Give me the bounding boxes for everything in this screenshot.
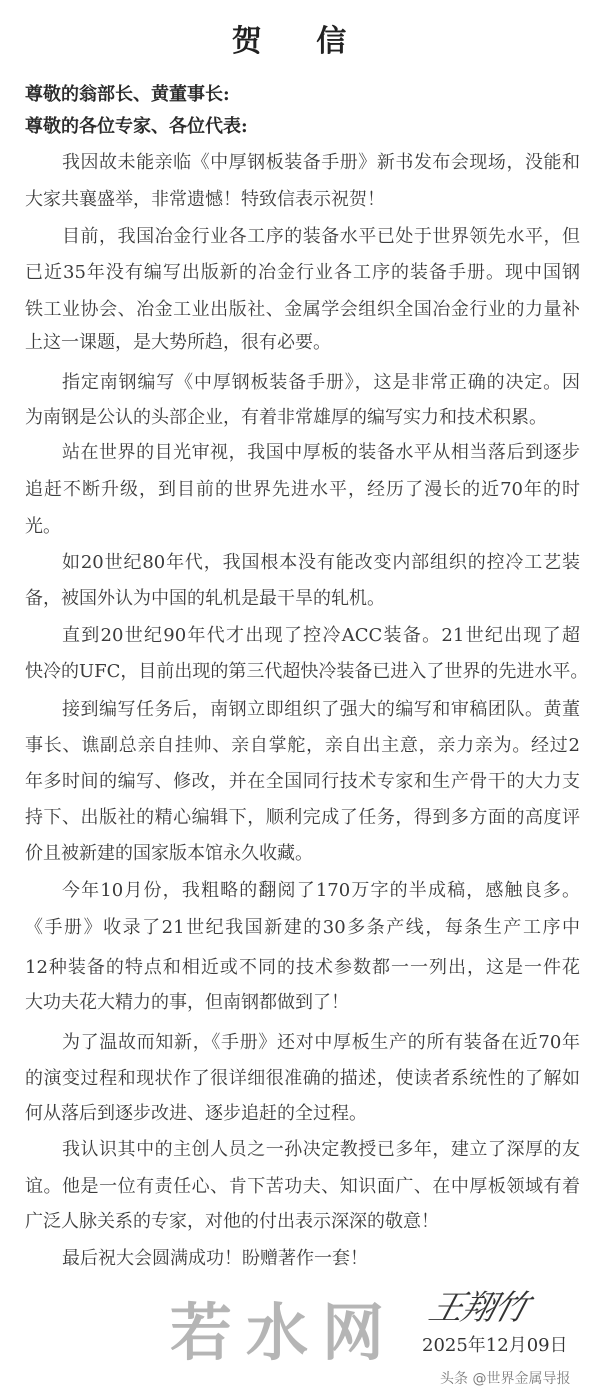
- paragraph-1-line: 我因故未能亲临《中厚钢板装备手册》新书发布会现场，没能和: [62, 152, 580, 173]
- paragraph-3-line: 为南钢是公认的头部企业，有着非常雄厚的编写实力和技术积累。: [25, 407, 547, 428]
- paragraph-9-line: 的演变过程和现状作了很详细很准确的描述，使读者系统性的了解如: [25, 1068, 580, 1089]
- salutation-line: 尊敬的翁部长、黄董事长:: [25, 84, 230, 105]
- letter-date: 2025年12月09日: [422, 1335, 568, 1356]
- paragraph-7-line: 年多时间的编写、修改，并在全国同行技术专家和生产骨干的大力支: [25, 771, 580, 792]
- paragraph-10-line: 我认识其中的主创人员之一孙决定教授已多年，建立了深厚的友: [62, 1139, 580, 1160]
- letter-title: 贺 信: [231, 24, 369, 59]
- paragraph-6-line: 快冷的UFC，目前出现的第三代超快冷装备已进入了世界的先进水平。: [25, 661, 589, 682]
- paragraph-7-line: 持下、出版社的精心编辑下，顺利完成了任务，得到多方面的高度评: [25, 807, 580, 828]
- source-watermark: 头条 @世界金属导报: [440, 1371, 571, 1387]
- paragraph-9-line: 为了温故而知新，《手册》还对中厚板生产的所有装备在近70年: [62, 1032, 580, 1053]
- paragraph-2-line: 目前，我国冶金行业各工序的装备水平已处于世界领先水平，但: [62, 226, 580, 247]
- paragraph-1-line: 大家共襄盛举，非常遗憾！特致信表示祝贺！: [25, 189, 385, 210]
- handwritten-signature: 王翔竹: [424, 1288, 532, 1328]
- paragraph-8-line: 今年10月份，我粗略的翻阅了170万字的半成稿，感触良多。: [62, 880, 580, 901]
- paragraph-5-line: 如20世纪80年代，我国根本没有能改变内部组织的控冷工艺装: [62, 552, 580, 573]
- paragraph-8-line: 《手册》收录了21世纪我国新建的30多条产线，每条生产工序中: [25, 917, 580, 938]
- paragraph-5-line: 备，被国外认为中国的轧机是最干旱的轧机。: [25, 588, 385, 609]
- paragraph-8-line: 12种装备的特点和相近或不同的技术参数都一一列出，这是一件花: [25, 957, 580, 978]
- paragraph-7-line: 事长、谯副总亲自挂帅、亲自掌舵，亲自出主意，亲力亲为。经过2: [25, 735, 580, 756]
- paragraph-10-line: 广泛人脉关系的专家，对他的付出表示深深的敬意！: [25, 1211, 439, 1232]
- paragraph-8-line: 大功夫花大精力的事，但南钢都做到了！: [25, 992, 349, 1013]
- watermark-logo: 若水网: [170, 1296, 399, 1369]
- paragraph-9-line: 何从落后到逐步改进、逐步追赶的全过程。: [25, 1103, 367, 1124]
- paragraph-7-line: 价且被新建的国家版本馆永久收藏。: [25, 843, 313, 864]
- paragraph-7-line: 接到编写任务后，南钢立即组织了强大的编写和审稿团队。黄董: [62, 699, 580, 720]
- paragraph-3-line: 指定南钢编写《中厚钢板装备手册》，这是非常正确的决定。因: [62, 372, 580, 393]
- paragraph-6-line: 直到20世纪90年代才出现了控冷ACC装备。21世纪出现了超: [62, 625, 580, 646]
- paragraph-2-line: 已近35年没有编写出版新的冶金行业各工序的装备手册。现中国钢: [25, 262, 580, 283]
- salutation-line: 尊敬的各位专家、各位代表:: [25, 116, 248, 137]
- paragraph-2-line: 铁工业协会、冶金工业出版社、金属学会组织全国冶金行业的力量补: [25, 299, 580, 320]
- paragraph-4-line: 追赶不断升级，到目前的世界先进水平，经历了漫长的近70年的时: [25, 479, 580, 500]
- paragraph-4-line: 站在世界的目光审视，我国中厚板的装备水平从相当落后到逐步: [62, 442, 580, 463]
- paragraph-10-line: 谊。他是一位有责任心、肯下苦功夫、知识面广、在中厚板领域有着: [25, 1176, 580, 1197]
- paragraph-11-line: 最后祝大会圆满成功！盼赠著作一套！: [62, 1248, 368, 1269]
- paragraph-2-line: 上这一课题，是大势所趋，很有必要。: [25, 332, 331, 353]
- paragraph-4-line: 光。: [25, 516, 61, 537]
